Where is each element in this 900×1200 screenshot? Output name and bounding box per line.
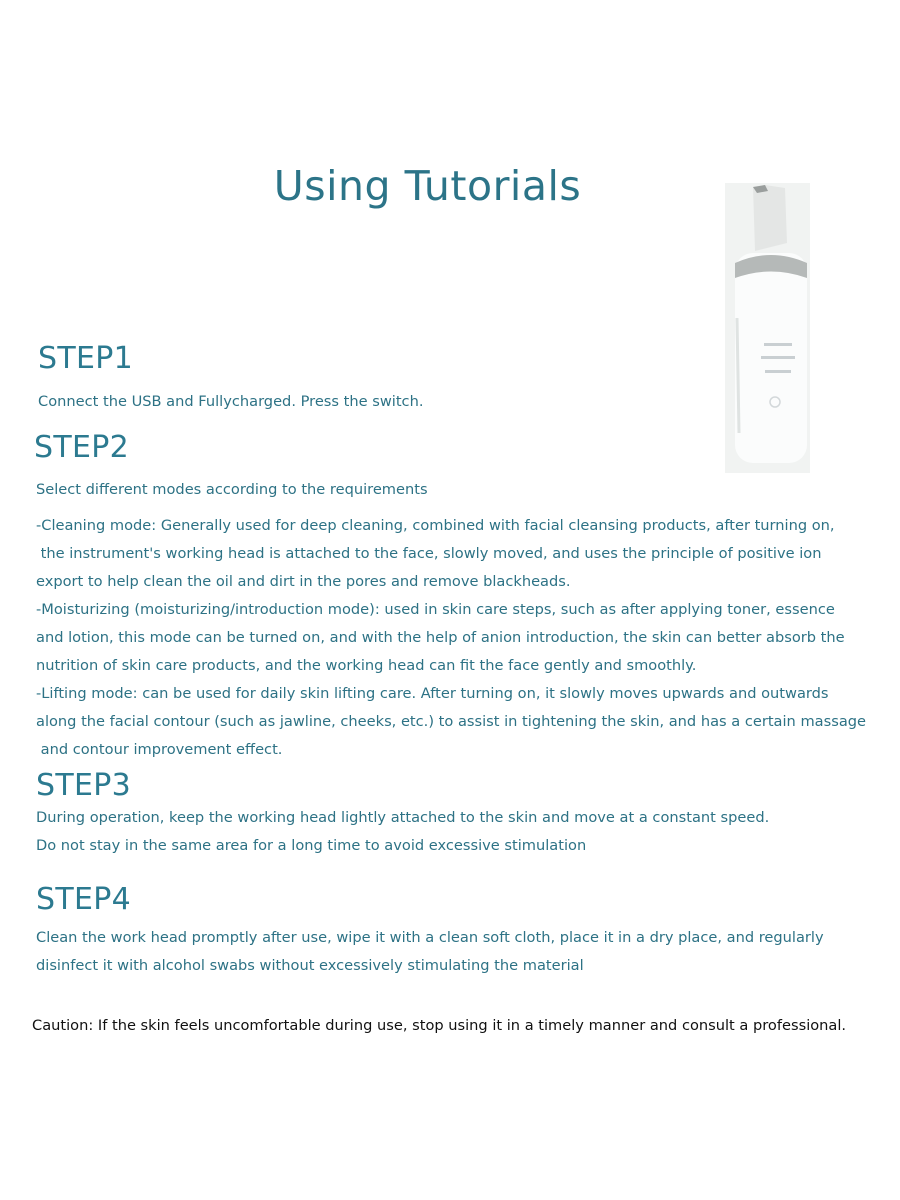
mode-label-cleaning [765, 370, 791, 373]
step3-heading: STEP3 [36, 768, 132, 803]
step4-text-line: Clean the work head promptly after use, wipe it with a clean soft cloth, place it in a dry place, and regularly [36, 929, 824, 946]
step2-text-line: nutrition of skin care products, and the working head can fit the face gently and smoothly. [36, 657, 697, 674]
step2-text-line: and contour improvement effect. [36, 741, 283, 758]
step2-text-line: along the facial contour (such as jawline, cheeks, etc.) to assist in tightening the skin, and has a certain massage [36, 713, 866, 730]
step4-heading: STEP4 [36, 882, 132, 917]
mode-label-moisturizing [761, 356, 795, 359]
step2-text-line: -Moisturizing (moisturizing/introduction mode): used in skin care steps, such as after applying toner, essence [36, 601, 835, 618]
step2-heading: STEP2 [34, 430, 130, 465]
step2-text-line: and lotion, this mode can be turned on, and with the help of anion introduction, the skin can better absorb the [36, 629, 845, 646]
step4-text-line: disinfect it with alcohol swabs without excessively stimulating the material [36, 957, 584, 974]
mode-label-lifting [764, 343, 792, 346]
step3-text-line: Do not stay in the same area for a long time to avoid excessive stimulation [36, 837, 587, 854]
step2-text-line: -Cleaning mode: Generally used for deep cleaning, combined with facial cleansing products, after turning on, [36, 517, 835, 534]
step2-text-line: the instrument's working head is attached to the face, slowly moved, and uses the principle of positive ion [36, 545, 822, 562]
step2-text-line: Select different modes according to the requirements [36, 481, 428, 498]
skin-scrubber-device-image [725, 183, 810, 473]
step2-text-line: -Lifting mode: can be used for daily skin lifting care. After turning on, it slowly moves upwards and outwards [36, 685, 829, 702]
step1-text: Connect the USB and Fullycharged. Press the switch. [38, 393, 424, 410]
page-title: Using Tutorials [273, 162, 582, 210]
step1-heading: STEP1 [38, 341, 134, 376]
step3-text-line: During operation, keep the working head lightly attached to the skin and move at a constant speed. [36, 809, 770, 826]
step2-text-line: export to help clean the oil and dirt in the pores and remove blackheads. [36, 573, 571, 590]
caution-note: Caution: If the skin feels uncomfortable during use, stop using it in a timely manner and consult a professional. [32, 1017, 847, 1034]
